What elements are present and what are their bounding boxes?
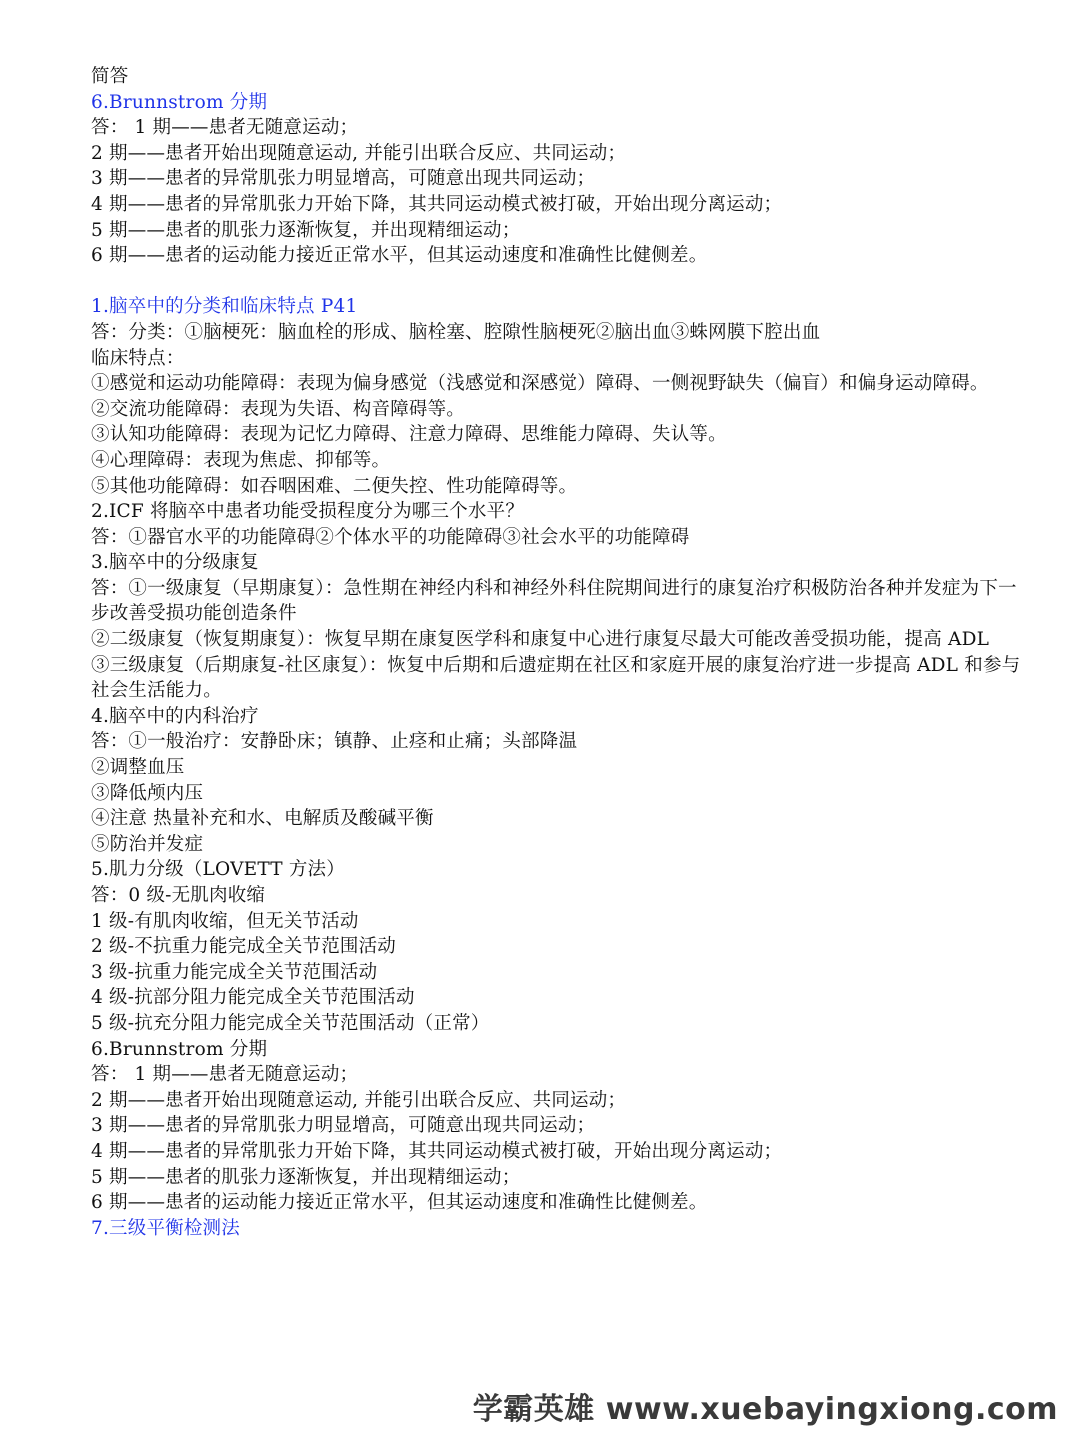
text-line: 3 期——患者的异常肌张力明显增高，可随意出现共同运动；: [91, 1115, 596, 1137]
text-line: ③认知功能障碍：表现为记忆力障碍、注意力障碍、思维能力障碍、失认等。: [91, 424, 727, 446]
text-line: ③降低颅内压: [91, 782, 204, 804]
text-line: ②调整血压: [91, 757, 185, 779]
text-line: 5 期——患者的肌张力逐渐恢复，并出现精细运动；: [91, 1166, 521, 1188]
text-line: 5 期——患者的肌张力逐渐恢复，并出现精细运动；: [91, 219, 521, 241]
text-line: ④注意 热量补充和水、电解质及酸碱平衡: [91, 808, 434, 830]
text-line: 答：①器官水平的功能障碍②个体水平的功能障碍③社会水平的功能障碍: [91, 526, 690, 548]
question-title: 2.ICF 将脑卒中患者功能受损程度分为哪三个水平？: [91, 501, 525, 523]
text-line: ⑤防治并发症: [91, 833, 204, 855]
document-body: [91, 64, 1031, 1241]
question-title: 6.Brunnstrom 分期: [91, 1038, 268, 1060]
text-line: 答：①一般治疗：安静卧床；镇静、止痉和止痛；头部降温: [91, 731, 578, 753]
text-line: 4 级-抗部分阻力能完成全关节范围活动: [91, 987, 415, 1009]
spacer: [91, 269, 1031, 295]
text-line: ①感觉和运动功能障碍：表现为偏身感觉（浅感觉和深感觉）障碍、一侧视野缺失（偏盲）和偏身运动障碍。: [91, 373, 989, 395]
text-line: 2 级-不抗重力能完成全关节范围活动: [91, 936, 397, 958]
text-line: 5 级-抗充分阻力能完成全关节范围活动（正常）: [91, 1012, 490, 1034]
question-title: 3.脑卒中的分级康复: [91, 552, 259, 574]
section-heading: 简答: [91, 66, 129, 87]
text-line: ⑤其他功能障碍：如吞咽困难、二便失控、性功能障碍等。: [91, 475, 578, 497]
text-line: 4 期——患者的异常肌张力开始下降，其共同运动模式被打破，开始出现分离运动；: [91, 193, 783, 215]
text-line: 3 期——患者的异常肌张力明显增高，可随意出现共同运动；: [91, 168, 596, 190]
question-title: 4.脑卒中的内科治疗: [91, 705, 259, 727]
text-line: ③三级康复（后期康复-社区康复）：恢复中后期和后遗症期在社区和家庭开展的康复治疗进一步提高 ADL 和参与社会生活能力。: [91, 654, 1021, 702]
text-line: ②二级康复（恢复期康复）：恢复早期在康复医学科和康复中心进行康复尽最大可能改善受损功能，提高 ADL: [91, 629, 990, 651]
text-line: 6 期——患者的运动能力接近正常水平，但其运动速度和准确性比健侧差。: [91, 245, 708, 267]
block3-title: 7.三级平衡检测法: [91, 1217, 240, 1239]
text-line: 答：分类：①脑梗死：脑血栓的形成、脑栓塞、腔隙性脑梗死②脑出血③蛛网膜下腔出血: [91, 321, 821, 343]
text-line: 6 期——患者的运动能力接近正常水平，但其运动速度和准确性比健侧差。: [91, 1192, 708, 1214]
text-line: 答：①一级康复（早期康复）：急性期在神经内科和神经外科住院期间进行的康复治疗积极防治各种并发症为下一步改善受损功能创造条件: [91, 577, 1017, 625]
watermark: 学霸英雄 www.xuebayingxiong.com: [472, 1392, 1058, 1427]
text-line: ②交流功能障碍：表现为失语、构音障碍等。: [91, 398, 466, 420]
text-line: 2 期——患者开始出现随意运动, 并能引出联合反应、共同运动；: [91, 142, 627, 164]
text-line: 3 级-抗重力能完成全关节范围活动: [91, 961, 378, 983]
text-line: 答：0 级-无肌肉收缩: [91, 885, 266, 906]
question-title: 5.肌力分级（LOVETT 方法）: [91, 859, 345, 881]
text-line: 临床特点：: [91, 347, 185, 369]
text-line: 2 期——患者开始出现随意运动, 并能引出联合反应、共同运动；: [91, 1089, 627, 1111]
text-line: ④心理障碍：表现为焦虑、抑郁等。: [91, 449, 391, 471]
text-line: 答： 1 期——患者无随意运动；: [91, 1064, 359, 1086]
block2-title: 1.脑卒中的分类和临床特点 P41: [91, 296, 358, 318]
text-line: 答： 1 期——患者无随意运动；: [91, 117, 359, 139]
text-line: 4 期——患者的异常肌张力开始下降，其共同运动模式被打破，开始出现分离运动；: [91, 1140, 783, 1162]
block1-title: 6.Brunnstrom 分期: [91, 91, 268, 113]
text-line: 1 级-有肌肉收缩，但无关节活动: [91, 910, 359, 932]
